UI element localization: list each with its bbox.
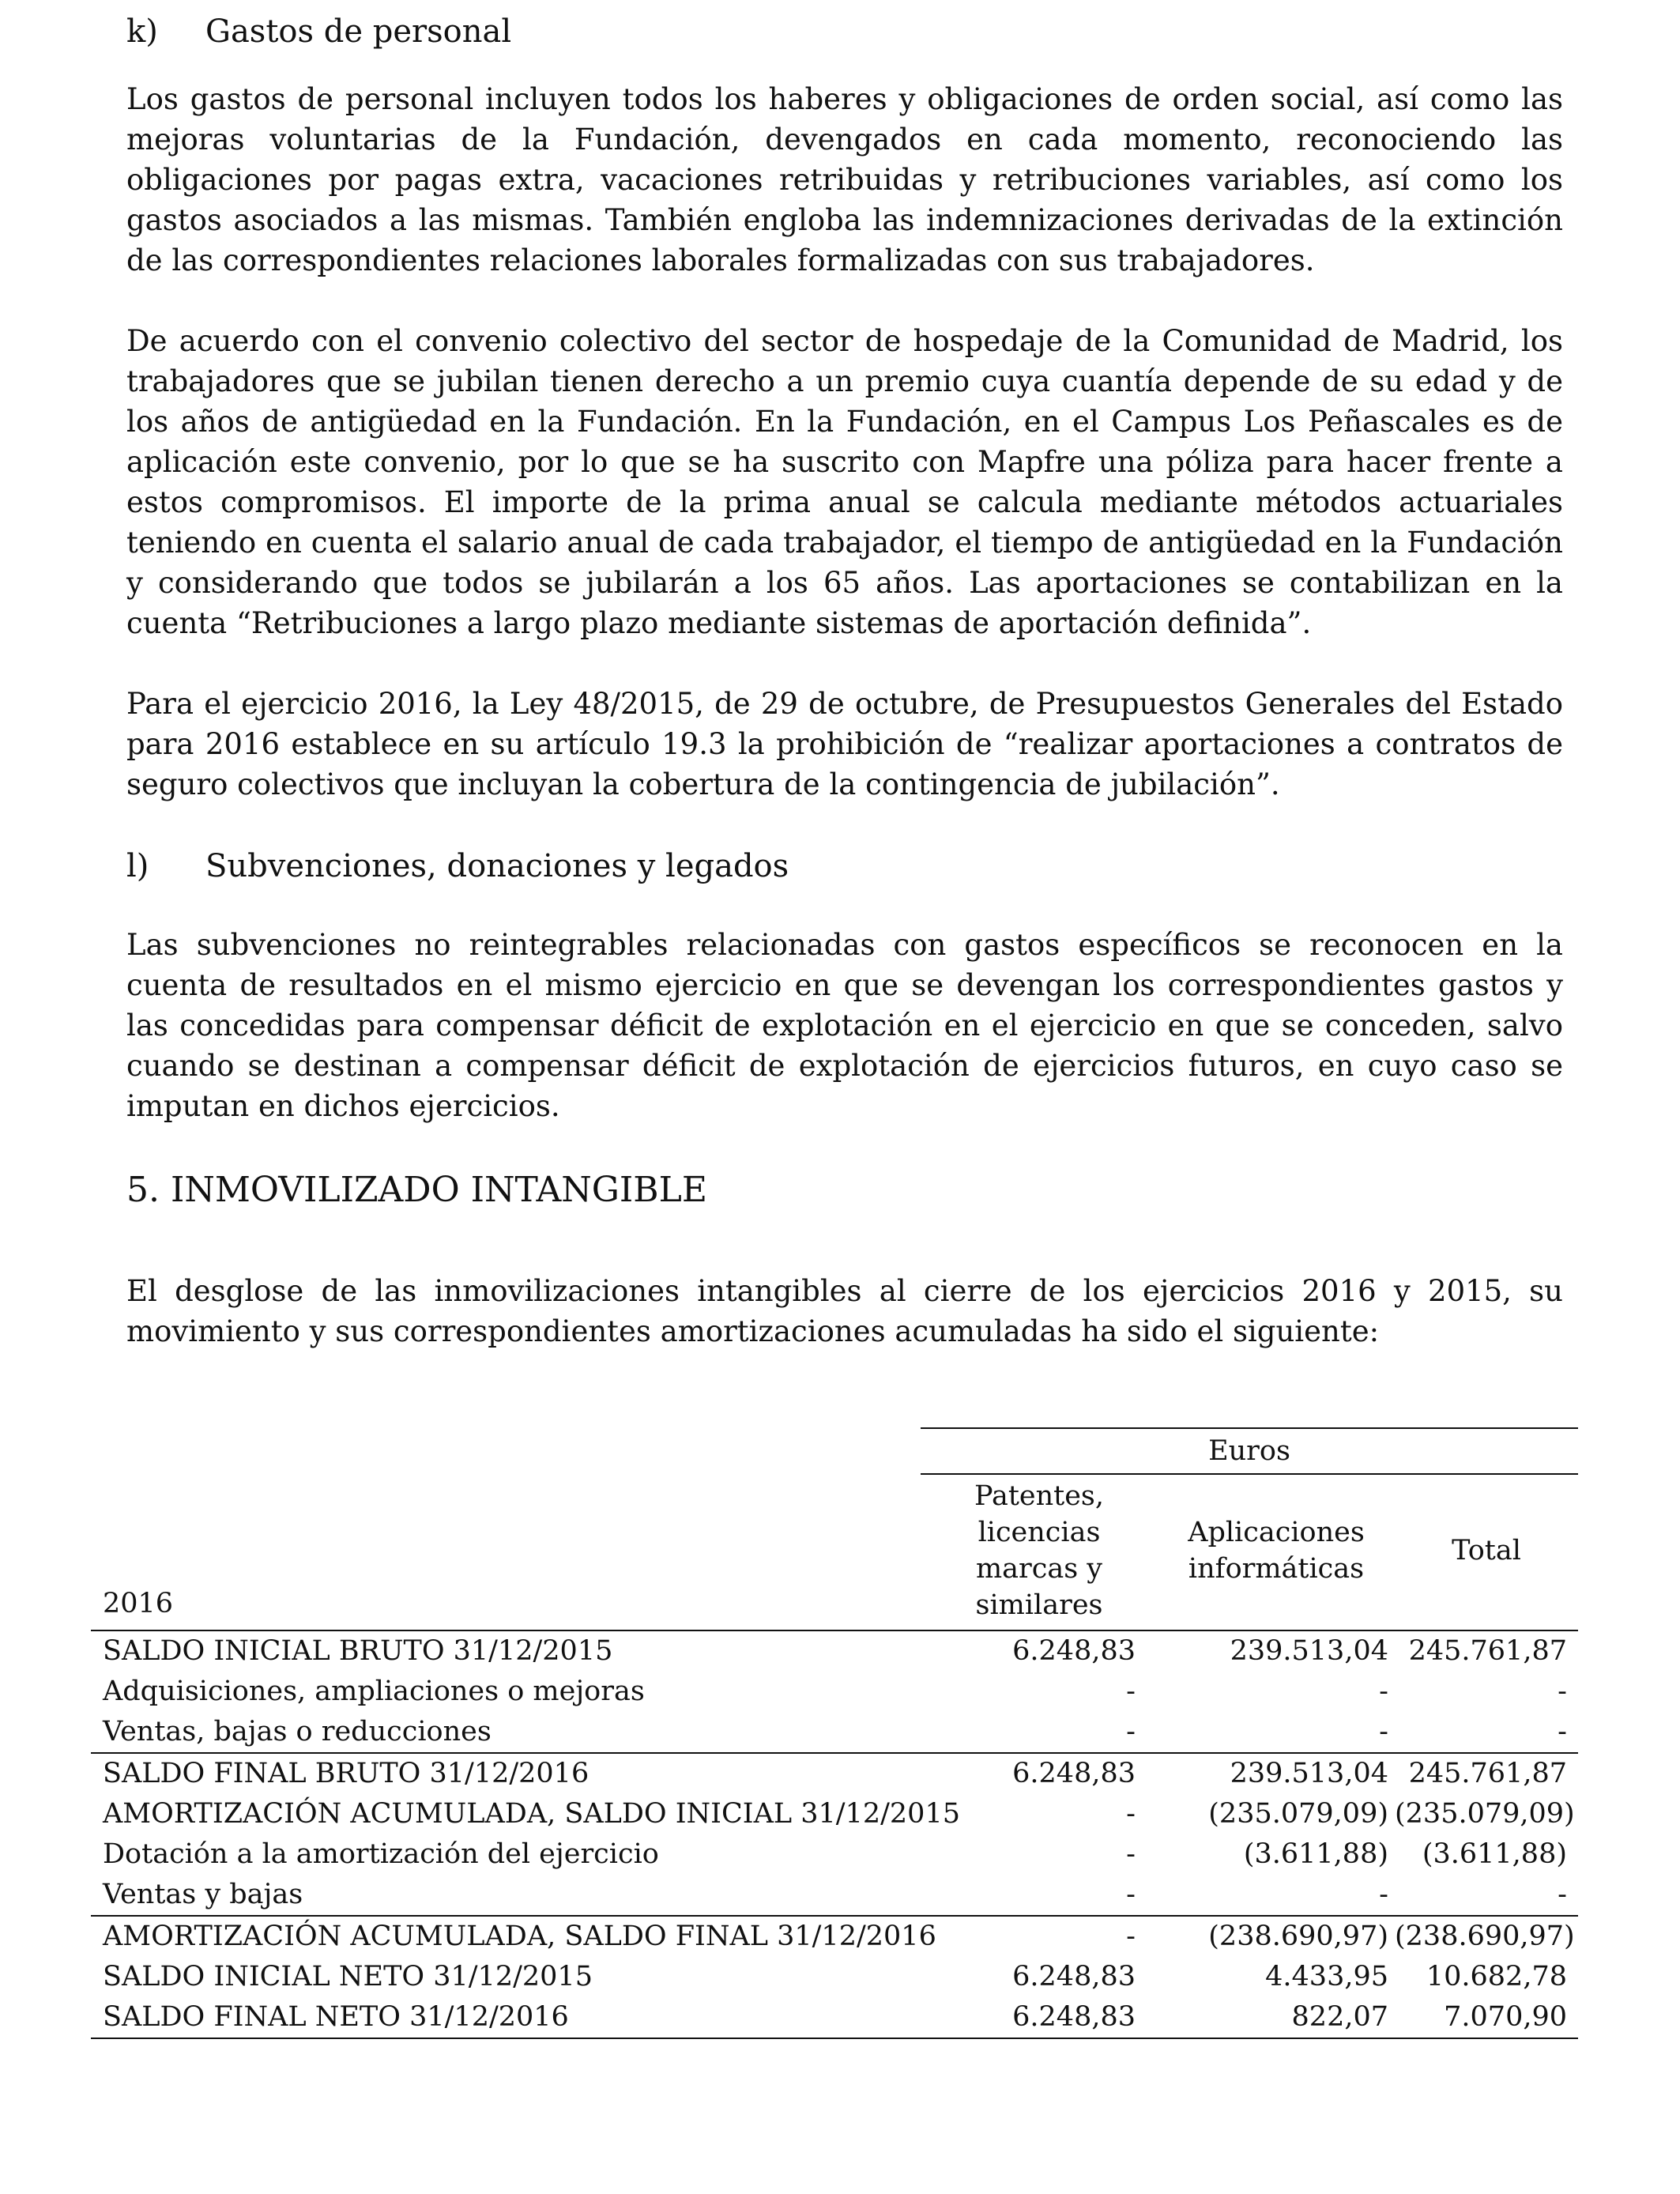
section-l-letter: l): [126, 848, 149, 884]
row-label: SALDO FINAL NETO 31/12/2016: [103, 2001, 569, 2033]
row-label: SALDO FINAL BRUTO 31/12/2016: [103, 1758, 590, 1789]
cell-total: 7.070,90: [1444, 2001, 1567, 2033]
cell-aplicaciones: (3.611,88): [1243, 1838, 1388, 1870]
cell-patentes: 6.248,83: [1012, 1758, 1136, 1789]
year-label: 2016: [103, 1588, 174, 1619]
cell-patentes: 6.248,83: [1012, 2001, 1136, 2033]
column-header-aplicaciones: [1158, 1472, 1395, 1630]
cell-patentes: -: [1126, 1921, 1136, 1952]
cell-patentes: -: [1126, 1676, 1136, 1707]
section-5-title: 5. INMOVILIZADO INTANGIBLE: [126, 1170, 707, 1210]
section-k-title: Gastos de personal: [205, 13, 512, 50]
column-header-line: similares: [975, 1589, 1103, 1621]
section-5-intro: El desglose de las inmovilizaciones intangibles al cierre de los ejercicios 2016 y 2015, su movimiento y sus correspondientes amortizaciones acumuladas ha sido el siguiente:: [126, 1274, 1563, 1348]
cell-aplicaciones: 239.513,04: [1230, 1635, 1388, 1667]
cell-total: -: [1558, 1716, 1567, 1747]
row-label: SALDO INICIAL BRUTO 31/12/2015: [103, 1635, 613, 1667]
row-label: AMORTIZACIÓN ACUMULADA, SALDO INICIAL 31/12/2015: [103, 1798, 960, 1830]
cell-total: 245.761,87: [1408, 1758, 1567, 1789]
column-header-line: informáticas: [1188, 1553, 1365, 1585]
cell-aplicaciones: 822,07: [1291, 2001, 1388, 2033]
table-row: [91, 1631, 1578, 1672]
cell-aplicaciones: -: [1379, 1879, 1388, 1910]
cell-total: (3.611,88): [1422, 1838, 1567, 1870]
column-header-line: Total: [1452, 1535, 1521, 1566]
currency-header: Euros: [921, 1427, 1578, 1475]
section-k-paragraph-1: Los gastos de personal incluyen todos los haberes y obligaciones de orden social, así como las mejoras voluntarias de la Fundación, devengados en cada momento, reconociendo las obligaciones por pagas extra, vacaciones retribuidas y retribuciones variables, así como los gastos asociados a las mismas. También engloba las indemnizaciones derivadas de la extinción de las correspondientes relaciones laborales formalizadas con sus trabajadores.: [126, 82, 1563, 277]
cell-patentes: -: [1126, 1838, 1136, 1870]
cell-total: -: [1558, 1676, 1567, 1707]
section-k-heading: [126, 13, 511, 51]
row-label: Dotación a la amortización del ejercicio: [103, 1838, 659, 1870]
row-label: Ventas, bajas o reducciones: [103, 1716, 492, 1747]
cell-patentes: 6.248,83: [1012, 1635, 1136, 1667]
cell-total: (235.079,09): [1395, 1798, 1575, 1830]
table-row: [91, 1752, 1578, 1794]
table-row: [91, 1672, 1578, 1712]
table-row: [91, 1794, 1578, 1834]
row-label: AMORTIZACIÓN ACUMULADA, SALDO FINAL 31/12/2016: [103, 1921, 936, 1952]
column-header-total: [1395, 1472, 1578, 1630]
section-k-paragraph-2: De acuerdo con el convenio colectivo del sector de hospedaje de la Comunidad de Madrid, los trabajadores que se jubilan tienen derecho a un premio cuya cuantía depende de su edad y de los años de antigüedad en la Fundación. En la Fundación, en el Campus Los Peñascales es de aplicación este convenio, por lo que se ha suscrito con Mapfre una póliza para hacer frente a estos compromisos. El importe de la prima anual se calcula mediante métodos actuariales teniendo en cuenta el salario anual de cada trabajador, el tiempo de antigüedad en la Fundación y considerando que todos se jubilarán a los 65 años. Las aportaciones se contabilizan en la cuenta “Retribuciones a largo plazo mediante sistemas de aportación definida”.: [126, 324, 1563, 640]
cell-aplicaciones: -: [1379, 1676, 1388, 1707]
cell-aplicaciones: (238.690,97): [1208, 1921, 1388, 1952]
cell-patentes: -: [1126, 1798, 1136, 1830]
table-row: [91, 1957, 1578, 1997]
section-l-title: Subvenciones, donaciones y legados: [205, 848, 789, 884]
column-header-patentes: [921, 1472, 1158, 1630]
column-header-line: Patentes,: [974, 1480, 1105, 1512]
column-header-line: licencias: [977, 1517, 1101, 1548]
cell-total: -: [1558, 1879, 1567, 1910]
row-label: Adquisiciones, ampliaciones o mejoras: [103, 1676, 645, 1707]
table-row: [91, 1712, 1578, 1752]
section-l-heading: [126, 847, 789, 885]
cell-aplicaciones: (235.079,09): [1208, 1798, 1388, 1830]
cell-total: 10.682,78: [1426, 1961, 1567, 1992]
section-l-paragraph-1: Las subvenciones no reintegrables relacionadas con gastos específicos se reconocen en la cuenta de resultados en el mismo ejercicio en que se devengan los correspondientes gastos y las concedidas para compensar déficit de explotación en el ejercicio en que se conceden, salvo cuando se destinan a compensar déficit de explotación de ejercicios futuros, en cuyo caso se imputan en dichos ejercicios.: [126, 928, 1563, 1123]
table-row: [91, 1997, 1578, 2039]
table-body: [91, 1630, 1578, 2039]
table-row: [91, 1875, 1578, 1915]
column-header-line: marcas y: [975, 1553, 1103, 1585]
cell-total: (238.690,97): [1395, 1921, 1575, 1952]
cell-aplicaciones: 239.513,04: [1230, 1758, 1388, 1789]
cell-patentes: -: [1126, 1716, 1136, 1747]
row-label: SALDO INICIAL NETO 31/12/2015: [103, 1961, 593, 1992]
cell-aplicaciones: -: [1379, 1716, 1388, 1747]
section-k-letter: k): [126, 13, 158, 50]
table-row: [91, 1915, 1578, 1957]
cell-patentes: 6.248,83: [1012, 1961, 1136, 1992]
row-label: Ventas y bajas: [103, 1879, 303, 1910]
table-row: [91, 1834, 1578, 1875]
column-header-line: Aplicaciones: [1188, 1517, 1365, 1548]
section-k-paragraph-3: Para el ejercicio 2016, la Ley 48/2015, de 29 de octubre, de Presupuestos Generales del Estado para 2016 establece en su artículo 19.3 la prohibición de “realizar aportaciones a contratos de seguro colectivos que incluyan la cobertura de la contingencia de jubilación”.: [126, 687, 1563, 801]
cell-patentes: -: [1126, 1879, 1136, 1910]
cell-aplicaciones: 4.433,95: [1265, 1961, 1388, 1992]
cell-total: 245.761,87: [1408, 1635, 1567, 1667]
